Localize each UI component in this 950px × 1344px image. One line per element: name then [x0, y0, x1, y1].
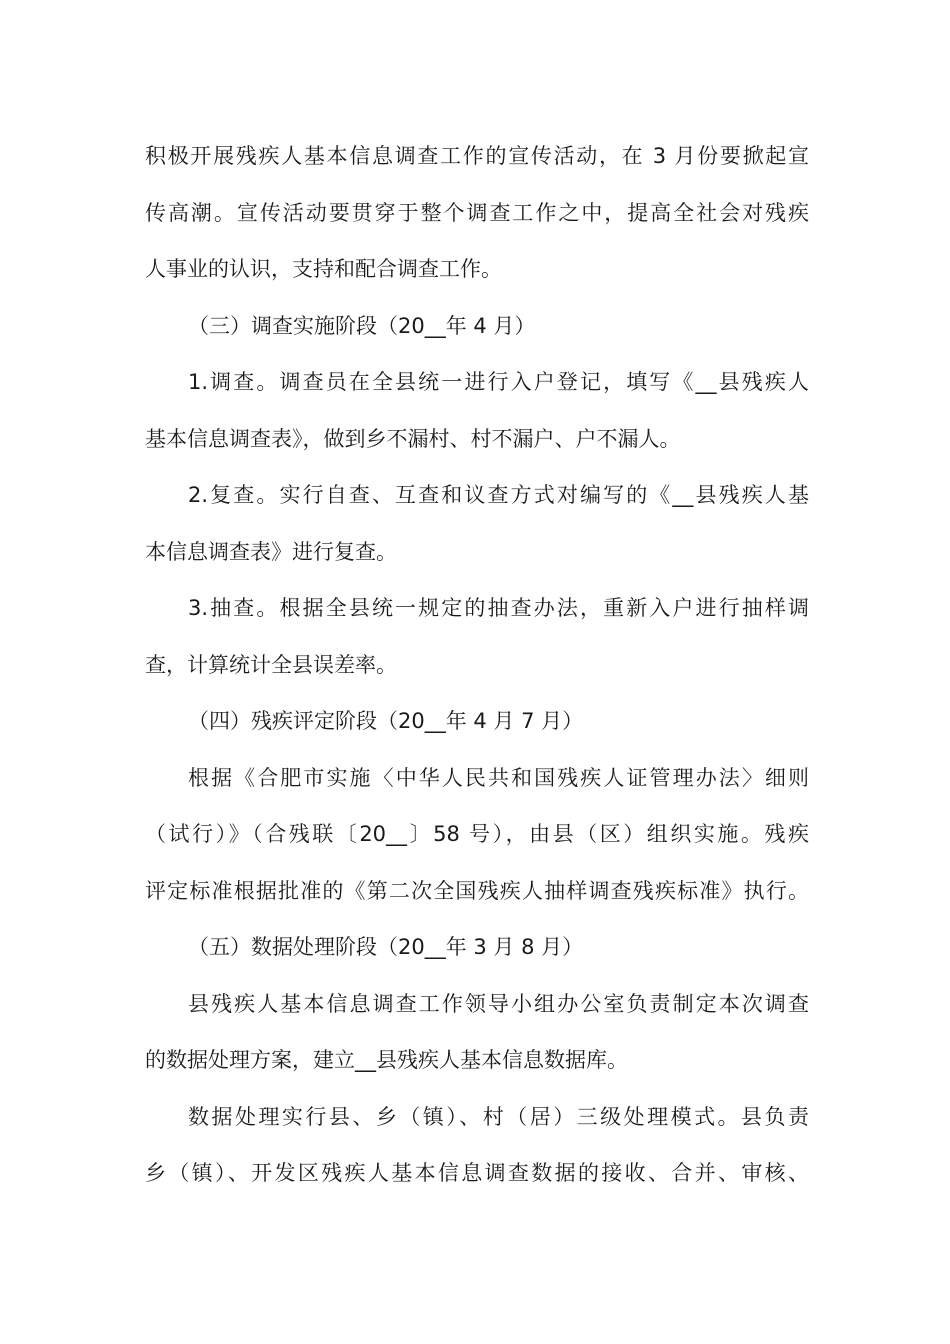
- paragraph-line: 乡（镇）、开发区残疾人基本信息调查数据的接收、合并、审核、: [145, 1161, 809, 1185]
- paragraph-line: 传高潮。宣传活动要贯穿于整个调查工作之中，提高全社会对残疾: [145, 200, 809, 225]
- paragraph-line: 积极开展残疾人基本信息调查工作的宣传活动，在 3 月份要掀起宣: [145, 144, 809, 168]
- document-body: [145, 128, 809, 1202]
- section-heading: （三）调查实施阶段（20__年 4 月）: [188, 313, 536, 338]
- paragraph-line: 查，计算统计全县误差率。: [145, 652, 397, 677]
- paragraph-line: 的数据处理方案，建立__县残疾人基本信息数据库。: [145, 1048, 628, 1072]
- paragraph-line: （试行）》（合残联〔20__〕58 号），由县（区）组织实施。残疾: [145, 822, 809, 846]
- paragraph-line: 评定标准根据批准的《第二次全国残疾人抽样调查残疾标准》执行。: [145, 878, 809, 903]
- section-heading: （四）残疾评定阶段（20__年 4 月 7 月）: [188, 709, 584, 733]
- paragraph-line: 根据《合肥市实施〈中华人民共和国残疾人证管理办法〉细则: [188, 765, 809, 790]
- paragraph-line: 县残疾人基本信息调查工作领导小组办公室负责制定本次调查: [188, 991, 809, 1016]
- section-heading: （五）数据处理阶段（20__年 3 月 8 月）: [188, 935, 584, 959]
- paragraph-line: 数据处理实行县、乡（镇）、村（居）三级处理模式。县负责: [188, 1104, 809, 1129]
- paragraph-line: 基本信息调查表》，做到乡不漏村、村不漏户、户不漏人。: [145, 426, 681, 451]
- paragraph-line: 本信息调查表》进行复查。: [145, 539, 397, 564]
- paragraph-line: 1.调查。调查员在全县统一进行入户登记，填写《__县残疾人: [188, 370, 809, 394]
- paragraph-line: 3.抽查。根据全县统一规定的抽查办法，重新入户进行抽样调: [188, 596, 809, 620]
- paragraph-line: 人事业的认识，支持和配合调查工作。: [145, 257, 502, 281]
- paragraph-line: 2.复查。实行自查、互查和议查方式对编写的《__县残疾人基: [188, 483, 809, 507]
